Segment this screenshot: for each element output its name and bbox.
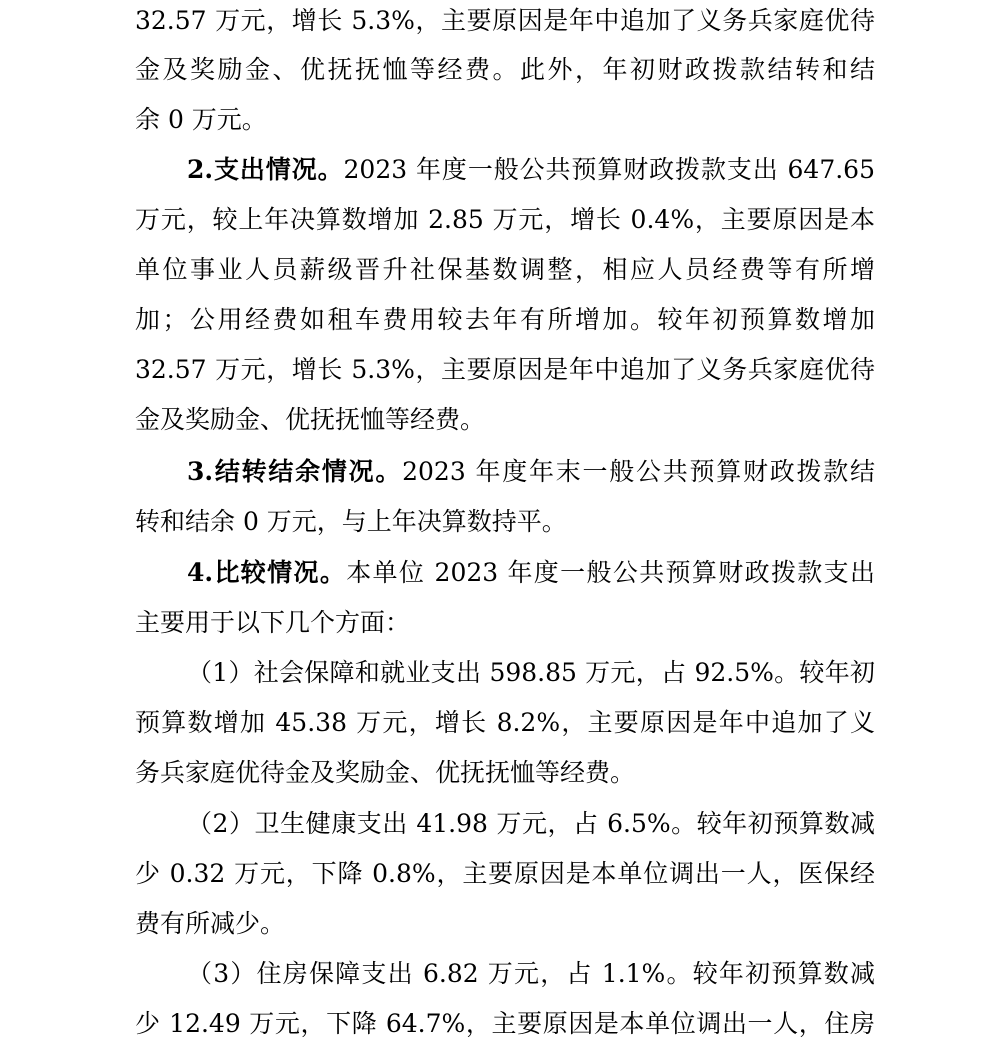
paragraph-line: 务兵家庭优待金及奖励金、优抚抚恤等经费。 (135, 758, 636, 787)
paragraph-line: 少 0.32 万元，下降 0.8%，主要原因是本单位调出一人，医保经 (135, 859, 875, 888)
paragraph-line (187, 145, 875, 195)
paragraph-text: 本单位 2023 年度一般公共预算财政拨款支出 (346, 558, 875, 587)
section-heading-expenditure: 2.支出情况。 (187, 155, 344, 184)
paragraph-line: （3）住房保障支出 6.82 万元，占 1.1%。较年初预算数减 (187, 959, 875, 988)
paragraph-line: 费有所减少。 (135, 909, 286, 938)
paragraph-line: 转和结余 0 万元，与上年决算数持平。 (135, 507, 567, 536)
paragraph-line: 主要用于以下几个方面： (135, 608, 411, 637)
paragraph-line: 单位事业人员薪级晋升社保基数调整，相应人员经费等有所增 (135, 255, 875, 284)
paragraph-line: （2）卫生健康支出 41.98 万元，占 6.5%。较年初预算数减 (187, 809, 875, 838)
paragraph-line (187, 548, 875, 598)
section-heading-carryover: 3.结转结余情况。 (187, 457, 403, 486)
paragraph-line: 32.57 万元，增长 5.3%，主要原因是年中追加了义务兵家庭优待 (135, 355, 875, 384)
paragraph-line: 少 12.49 万元，下降 64.7%，主要原因是本单位调出一人，住房 (135, 1009, 875, 1038)
paragraph-line: 余 0 万元。 (135, 105, 267, 134)
paragraph-line: 万元，较上年决算数增加 2.85 万元，增长 0.4%，主要原因是本 (135, 205, 875, 234)
paragraph-line: 32.57 万元，增长 5.3%，主要原因是年中追加了义务兵家庭优待 (135, 6, 875, 35)
section-heading-comparison: 4.比较情况。 (187, 558, 347, 587)
paragraph-line (187, 447, 875, 497)
paragraph-text: 2023 年度一般公共预算财政拨款支出 647.65 (343, 155, 875, 184)
paragraph-line: 金及奖励金、优抚抚恤等经费。 (135, 405, 486, 434)
paragraph-line: （1）社会保障和就业支出 598.85 万元，占 92.5%。较年初 (187, 658, 875, 687)
paragraph-line: 加；公用经费如租车费用较去年有所增加。较年初预算数增加 (135, 305, 875, 334)
paragraph-line: 预算数增加 45.38 万元，增长 8.2%，主要原因是年中追加了义 (135, 708, 875, 737)
paragraph-line: 金及奖励金、优抚抚恤等经费。此外，年初财政拨款结转和结 (135, 55, 875, 84)
paragraph-text: 2023 年度年末一般公共预算财政拨款结 (402, 457, 875, 486)
